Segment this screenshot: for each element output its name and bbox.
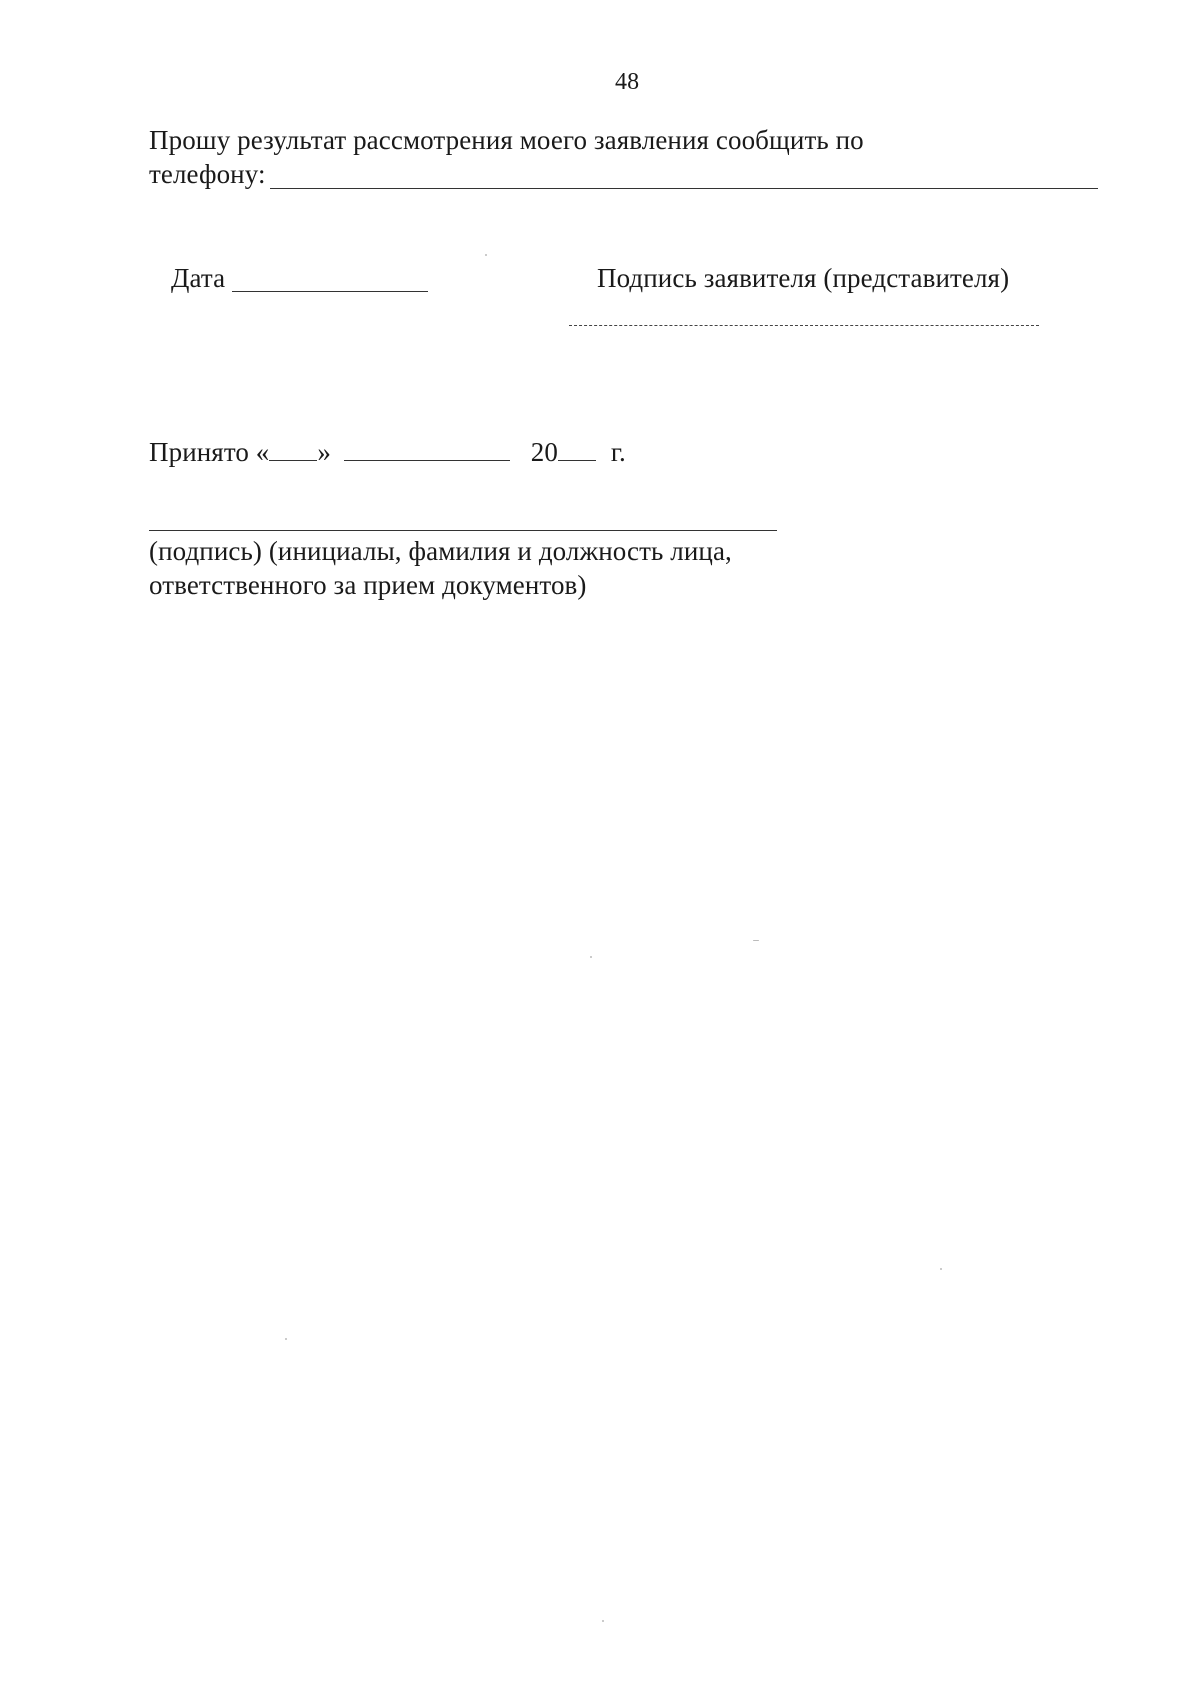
accepted-label: Принято « — [149, 437, 270, 467]
scan-speck — [940, 1268, 942, 1270]
accepted-year-suffix: г. — [610, 437, 626, 467]
scan-speck — [753, 940, 759, 941]
accepted-close-quote: » — [317, 437, 332, 467]
scan-speck — [590, 956, 592, 958]
accepted-year-blank — [558, 438, 596, 461]
scan-speck — [602, 1620, 604, 1622]
responsible-line1: (подпись) (инициалы, фамилия и должность лица, — [149, 536, 732, 566]
accepted-line — [149, 436, 626, 468]
date-label: Дата — [171, 263, 226, 293]
accepted-day-blank — [269, 438, 317, 461]
page-number: 48 — [615, 69, 640, 95]
signature-blank — [569, 325, 1039, 326]
responsible-signature-blank — [149, 530, 777, 531]
phone-number-blank — [270, 188, 1098, 189]
scan-speck — [285, 1338, 287, 1340]
date-blank — [232, 291, 428, 292]
accepted-year-prefix: 20 — [530, 437, 558, 467]
signature-label: Подпись заявителя (представителя) — [597, 263, 1010, 293]
phone-request-line1: Прошу результат рассмотрения моего заявления сообщить по — [149, 125, 864, 155]
phone-request-line2-label: телефону: — [149, 159, 266, 189]
responsible-line2: ответственного за прием документов) — [149, 570, 587, 600]
accepted-month-blank — [344, 438, 510, 461]
scan-speck — [485, 254, 487, 256]
